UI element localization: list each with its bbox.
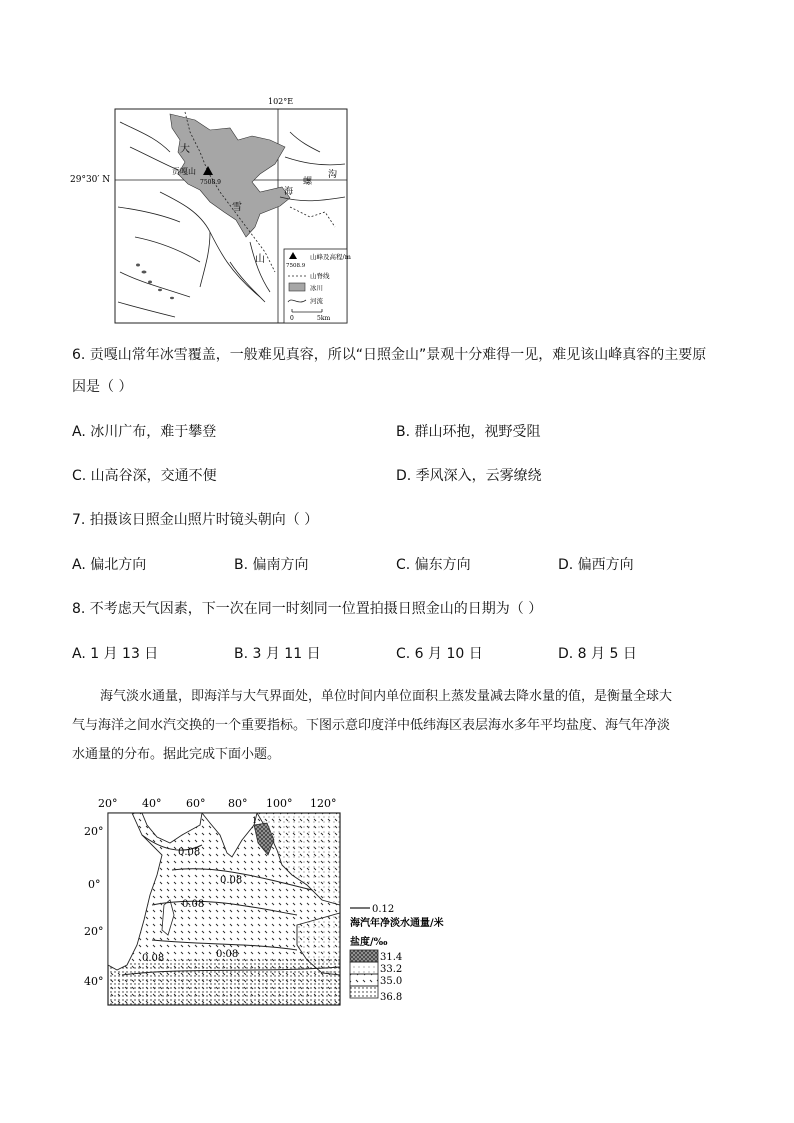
passage <box>72 684 752 767</box>
q8-option-b[interactable]: B. 3 月 11 日 <box>234 646 321 662</box>
indian-ocean-map <box>82 795 444 1010</box>
gongga-map <box>60 92 360 328</box>
legend-ridge-label: 山脊线 <box>310 272 330 280</box>
longitude-label: 102°E <box>268 97 294 106</box>
map2-legend <box>350 904 444 1003</box>
contour-value-3: 0.08 <box>182 899 205 910</box>
q7-option-d[interactable]: D. 偏西方向 <box>558 557 634 573</box>
peak-name: 贡嘎山 <box>172 167 196 176</box>
legend-scale-end: 5km <box>317 315 331 322</box>
lat-label-20s: 20° <box>84 925 104 938</box>
map1-legend <box>284 249 351 323</box>
contour-value-4: 0.08 <box>142 953 165 964</box>
salinity-value-1: 31.4 <box>380 952 403 963</box>
q7-option-b[interactable]: B. 偏南方向 <box>234 557 309 573</box>
place-char-xue: 雪 <box>232 202 242 213</box>
legend-glacier-label: 冰川 <box>310 284 323 292</box>
legend-line-label: 海汽年净淡水通量/米 <box>350 918 444 929</box>
legend-peak-label: 山峰及高程/m <box>310 253 351 261</box>
question-6-line2: 因是（ ） <box>72 379 133 395</box>
place-char-luo: 螺 <box>303 177 313 187</box>
q8-option-d[interactable]: D. 8 月 5 日 <box>558 646 637 662</box>
salinity-value-3: 35.0 <box>380 976 403 987</box>
salinity-value-2: 33.2 <box>380 964 403 975</box>
lat-label-0: 0° <box>88 878 101 891</box>
passage-line3: 水通量的分布。据此完成下面小题。 <box>72 747 281 762</box>
legend-line-value: 0.12 <box>372 904 395 915</box>
lon-labels <box>98 797 337 810</box>
place-char-gou: 沟 <box>328 170 338 180</box>
lon-label-120: 120° <box>310 797 337 810</box>
small-label-1: 1 <box>252 816 258 825</box>
contour-value-2: 0.08 <box>220 875 243 886</box>
contour-value-5: 0.08 <box>216 949 239 960</box>
lat-label-40s: 40° <box>84 975 104 988</box>
place-char-da: 大 <box>180 144 190 155</box>
lon-label-20: 20° <box>98 797 118 810</box>
lon-label-100: 100° <box>266 797 293 810</box>
lat-labels <box>84 825 104 988</box>
lon-label-60: 60° <box>186 797 206 810</box>
contour-value-1: 0.08 <box>178 847 201 858</box>
q6-option-b[interactable]: B. 群山环抱，视野受阻 <box>396 424 541 440</box>
q8-option-a[interactable]: A. 1 月 13 日 <box>72 646 159 662</box>
legend-peak-elev: 7508.9 <box>286 263 306 269</box>
q8-option-c[interactable]: C. 6 月 10 日 <box>396 646 483 662</box>
q6-option-a[interactable]: A. 冰川广布，难于攀登 <box>72 424 217 440</box>
q6-option-c[interactable]: C. 山高谷深，交通不便 <box>72 468 217 484</box>
salinity-value-4: 36.8 <box>380 992 403 1003</box>
q7-option-a[interactable]: A. 偏北方向 <box>72 557 147 573</box>
q6-option-d[interactable]: D. 季风深入，云雾缭绕 <box>396 468 542 484</box>
place-char-shan: 山 <box>255 254 265 265</box>
q7-option-c[interactable]: C. 偏东方向 <box>396 557 471 573</box>
place-char-hai: 海 <box>284 187 294 197</box>
latitude-label: 29°30′ N <box>70 175 111 185</box>
lat-label-20n: 20° <box>84 825 104 838</box>
legend-river-label: 河流 <box>310 297 323 305</box>
question-6-stem <box>72 342 752 400</box>
legend-scale-zero: 0 <box>290 315 294 322</box>
lon-label-40: 40° <box>142 797 162 810</box>
passage-line2: 气与海洋之间水汽交换的一个重要指标。下图示意印度洋中低纬海区表层海水多年平均盐度、海气年净淡 <box>72 718 671 733</box>
passage-line1: 海气淡水通量，即海洋与大气界面处，单位时间内单位面积上蒸发量减去降水量的值，是衡量全球大 <box>100 689 673 704</box>
salinity-title: 盐度/‰ <box>350 937 388 948</box>
question-6-line1: 6. 贡嘎山常年冰雪覆盖，一般难见真容，所以“日照金山”景观十分难得一见，难见该山峰真容的主要原 <box>72 347 707 363</box>
peak-elevation: 7508.9 <box>200 179 221 186</box>
question-8-stem: 8. 不考虑天气因素，下一次在同一时刻同一位置拍摄日照金山的日期为（ ） <box>72 601 543 617</box>
lon-label-80: 80° <box>228 797 248 810</box>
question-7-stem: 7. 拍摄该日照金山照片时镜头朝向（ ） <box>72 512 319 528</box>
